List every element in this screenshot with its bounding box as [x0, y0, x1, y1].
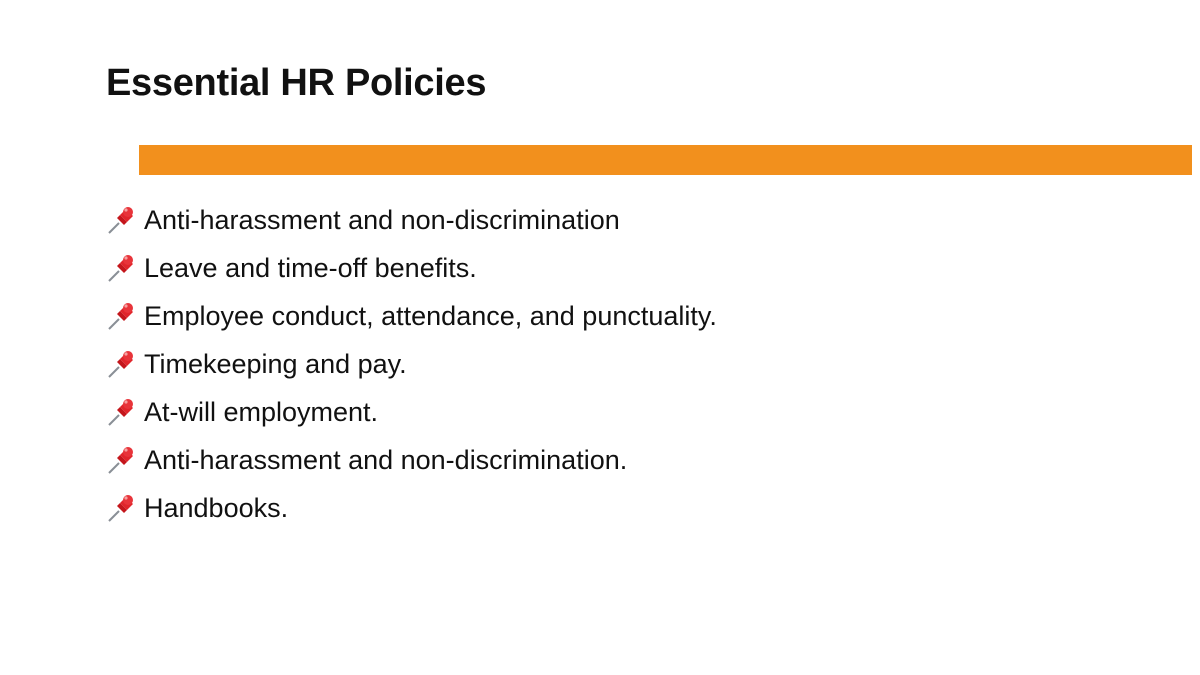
list-item [106, 484, 717, 532]
list-item-text: Leave and time-off benefits. [144, 252, 477, 283]
pushpin-icon [106, 444, 138, 476]
list-item-text: Handbooks. [144, 492, 289, 523]
slide-title: Essential HR Policies [106, 62, 487, 104]
pushpin-icon [106, 300, 138, 332]
pushpin-icon [106, 396, 138, 428]
list-item [106, 340, 717, 388]
pushpin-icon [106, 348, 138, 380]
list-item [106, 292, 717, 340]
pushpin-icon [106, 492, 138, 524]
list-item-text: At-will employment. [144, 396, 379, 427]
list-item [106, 196, 717, 244]
list-item [106, 436, 717, 484]
pushpin-icon [106, 252, 138, 284]
list-item [106, 244, 717, 292]
pushpin-icon [106, 204, 138, 236]
accent-bar [139, 145, 1192, 175]
list-item-text: Anti-harassment and non-discrimination. [144, 444, 628, 475]
list-item-text: Anti-harassment and non-discrimination [144, 204, 620, 235]
list-item [106, 388, 717, 436]
list-item-text: Employee conduct, attendance, and punctuality. [144, 300, 717, 331]
list-item-text: Timekeeping and pay. [144, 348, 407, 379]
policy-list [106, 196, 717, 532]
